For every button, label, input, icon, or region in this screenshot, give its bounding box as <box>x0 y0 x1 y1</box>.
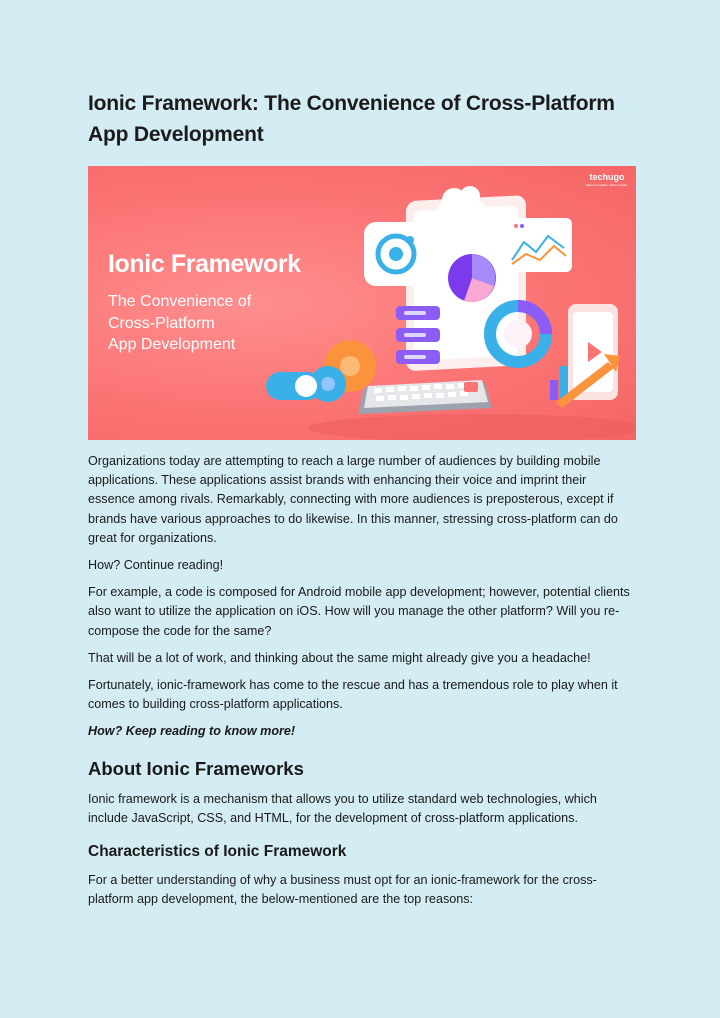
banner-subtitle-line: Cross-Platform <box>108 314 215 332</box>
brand-logo-tagline: Make it possible. Make it better. <box>585 183 629 187</box>
banner-subtitle <box>108 291 251 356</box>
section-heading-characteristics: Characteristics of Ionic Framework <box>88 843 347 861</box>
phone-illustration <box>568 304 618 400</box>
paragraph: How? Continue reading! <box>88 558 224 573</box>
intro-paragraph: Organizations today are attempting to reach a large number of audiences by building mobile applications. These applications assist brands with enhancing their voice and imprint their essence among rivals. Remarkably, connecting with more audiences is preposterous, except if brands have various approaches to do likewise. In this manner, stressing cross-platform can do great for organizations. <box>88 454 618 545</box>
keyboard-illustration <box>358 380 492 414</box>
ionic-logo-tile-illustration <box>364 222 428 286</box>
paragraph: For example, a code is composed for Android mobile app development; however, potential clients also want to utilize the application on iOS. How will you manage the other platform? Will you re-compose the code for the same? <box>88 585 630 638</box>
banner-heading: Ionic Framework <box>108 250 301 278</box>
brand-logo-text: techugo <box>589 172 625 182</box>
cloud-illustration <box>438 186 486 224</box>
pie-chart-illustration <box>448 254 496 302</box>
banner-subtitle-line: The Convenience of <box>108 293 252 310</box>
banner-subtitle-line: App Development <box>108 336 236 353</box>
line-chart-card-illustration <box>506 218 572 272</box>
hero-banner <box>88 166 636 440</box>
page-title: Ionic Framework: The Convenience of Cross-Platform App Development <box>88 92 615 146</box>
list-bars-illustration <box>396 306 440 364</box>
emphasis-paragraph: How? Keep reading to know more! <box>88 724 296 739</box>
article <box>88 88 636 909</box>
paragraph: That will be a lot of work, and thinking about the same might already give you a headache! <box>88 650 591 665</box>
section-heading-about: About Ionic Frameworks <box>88 757 304 779</box>
brand-logo <box>584 172 630 192</box>
section-text-characteristics: For a better understanding of why a business must opt for an ionic-framework for the cross-platform app development, the below-mentioned are the top reasons: <box>88 873 597 907</box>
paragraph: Fortunately, ionic-framework has come to the rescue and has a tremendous role to play when it comes to building cross-platform applications. <box>88 678 618 712</box>
toggle-switch-illustration <box>266 372 322 400</box>
section-text-about: Ionic framework is a mechanism that allows you to utilize standard web technologies, which include JavaScript, CSS, and HTML, for the development of cross-platform applications. <box>88 791 597 825</box>
